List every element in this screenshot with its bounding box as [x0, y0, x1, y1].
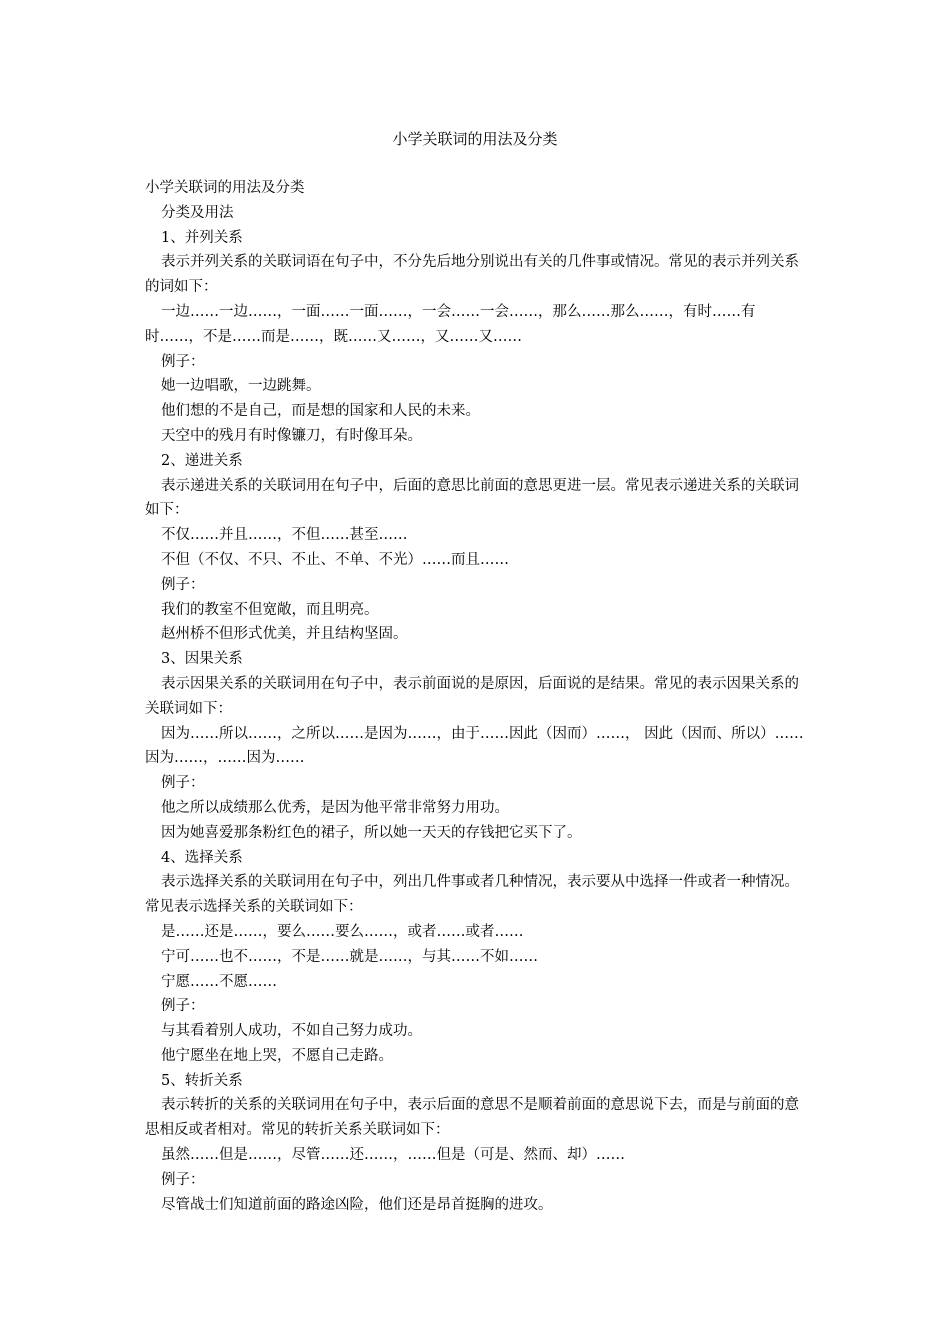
paragraph-line: 不仅……并且……，不但……甚至……	[161, 527, 408, 544]
paragraph-line: 例子：	[161, 1171, 205, 1188]
document-body	[145, 176, 810, 1217]
paragraph-line: 表示选择关系的关联词用在句子中，列出几件事或者几种情况，表示要从中选择一件或者一种情况。常见表示选择关系的关联词如下：	[145, 874, 799, 916]
paragraph-line: 他们想的不是自己，而是想的国家和人民的未来。	[161, 403, 480, 420]
paragraph-line: 不但（不仅、不只、不止、不单、不光）……而且……	[161, 551, 509, 568]
paragraph-line: 他之所以成绩那么优秀，是因为他平常非常努力用功。	[161, 799, 509, 816]
paragraph-line: 天空中的残月有时像镰刀，有时像耳朵。	[161, 427, 422, 444]
paragraph-line: 1、并列关系	[161, 229, 243, 246]
paragraph-line: 因为她喜爱那条粉红色的裙子，所以她一天天的存钱把它买下了。	[161, 824, 582, 841]
paragraph-line: 赵州桥不但形式优美，并且结构坚固。	[161, 626, 408, 643]
paragraph-line: 与其看着别人成功，不如自己努力成功。	[161, 1023, 422, 1040]
paragraph-line: 表示递进关系的关联词用在句子中，后面的意思比前面的意思更进一层。常见表示递进关系的关联词如下：	[145, 477, 799, 519]
paragraph-line: 表示并列关系的关联词语在句子中，不分先后地分别说出有关的几件事或情况。常见的表示并列关系的词如下：	[145, 254, 799, 296]
paragraph-line: 尽管战士们知道前面的路途凶险，他们还是昂首挺胸的进攻。	[161, 1196, 553, 1213]
paragraph-line: 我们的教室不但宽敞，而且明亮。	[161, 601, 379, 618]
paragraph-line: 2、递进关系	[161, 452, 243, 469]
paragraph-line: 例子：	[161, 576, 205, 593]
page-title: 小学关联词的用法及分类	[392, 130, 558, 148]
paragraph-line: 小学关联词的用法及分类	[145, 180, 305, 196]
paragraph-line: 虽然……但是……，尽管……还……，……但是（可是、然而、却）……	[161, 1147, 625, 1164]
paragraph-line: 宁可……也不……，不是……就是……，与其……不如……	[161, 948, 538, 965]
paragraph-line: 她一边唱歌，一边跳舞。	[161, 378, 321, 395]
paragraph-line: 3、因果关系	[161, 651, 243, 668]
paragraph-line: 5、转折关系	[161, 1072, 243, 1089]
paragraph-line: 表示因果关系的关联词用在句子中，表示前面说的是原因，后面说的是结果。常见的表示因果关系的关联词如下：	[145, 675, 799, 717]
paragraph-line: 宁愿……不愿……	[161, 973, 277, 990]
paragraph-line: 表示转折的关系的关联词用在句子中，表示后面的意思不是顺着前面的意思说下去，而是与前面的意思相反或者相对。常见的转折关系关联词如下：	[145, 1097, 799, 1139]
paragraph-line: 一边……一边……，一面……一面……，一会……一会……，那么……那么……，有时……有时……，不是……而是……，既……又……，又……又……	[145, 303, 756, 345]
paragraph-line: 例子：	[161, 775, 205, 792]
paragraph-line: 是……还是……，要么……要么……，或者……或者……	[161, 923, 524, 940]
paragraph-line: 他宁愿坐在地上哭，不愿自己走路。	[161, 1047, 393, 1064]
paragraph-line: 例子：	[161, 353, 205, 370]
paragraph-line: 因为……所以……，之所以……是因为……，由于……因此（因而）……， 因此（因而、所以）……因为……，……因为……	[145, 725, 804, 767]
paragraph-line: 分类及用法	[161, 204, 234, 221]
paragraph-line: 4、选择关系	[161, 849, 243, 866]
paragraph-line: 例子：	[161, 998, 205, 1015]
